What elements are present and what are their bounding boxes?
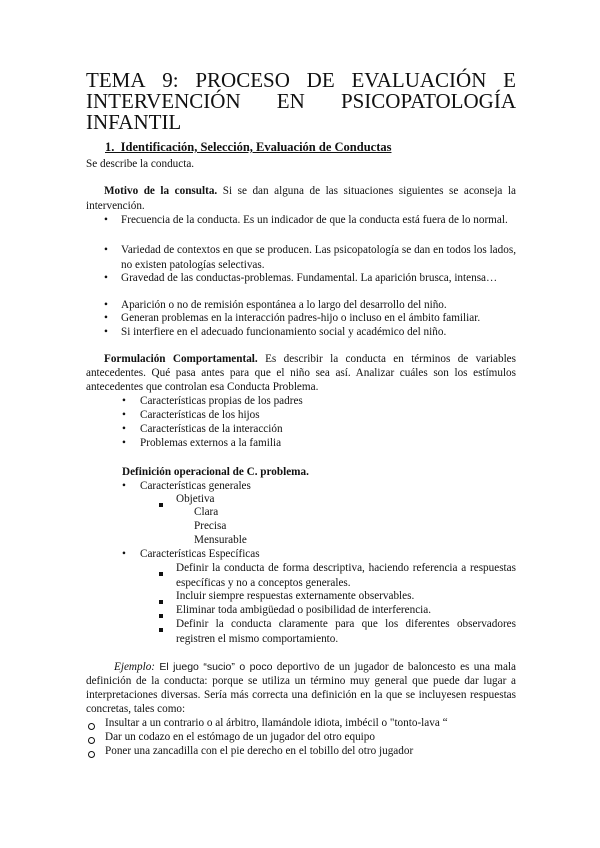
title-word: E [503,68,516,92]
bullet-icon: • [104,326,108,338]
ring-bullet-icon [88,748,95,763]
bullet-icon: • [104,244,108,256]
title-word: PSICOPATOLOGÍA [340,89,516,113]
ring-bullet-icon [88,720,95,735]
bullet-icon: • [122,423,126,435]
formulacion-paragraph [86,352,516,394]
square-bullet-icon [159,566,163,581]
list-item: Precisa [194,520,227,532]
motivo-text: Si se dan alguna de las situaciones siguientes se aconseja la intervención. [86,185,516,212]
list-item: Mensurable [194,534,247,546]
title-word: DE [306,68,335,92]
ejemplo-paragraph [86,660,516,716]
ring-bullet-icon [88,734,95,749]
bullet-icon: • [122,409,126,421]
bullet-icon: • [104,299,108,311]
list-item: Clara [194,506,219,518]
bullet-icon: • [122,395,126,407]
bullet-icon: • [122,548,126,560]
title-line-1 [86,70,516,91]
square-bullet-icon [159,594,163,609]
page-title [86,70,516,133]
title-word: PROCESO [195,68,290,92]
square-bullet-icon [159,622,163,637]
bullet-icon: • [104,312,108,324]
ejemplo-label: Ejemplo: [114,661,156,673]
title-word: INTERVENCIÓN [86,89,241,113]
bullet-icon: • [122,480,126,492]
title-word: EN [276,89,305,113]
motivo-lead: Motivo de la consulta. [104,185,218,197]
title-word: TEMA [86,68,146,92]
section-heading: 1. Identificación, Selección, Evaluación de Conductas [105,140,392,154]
title-line-3: INFANTIL [86,110,182,134]
title-line-2 [86,91,516,112]
bullet-icon: • [104,272,108,284]
ejemplo-text: deportivo de un jugador de baloncesto es una mala definición de la conducta: porque se utiliza un término muy general que puede dar lugar a interpretaciones diversas. Sería más correcta una definición en la que se incluyesen respuestas concretas, tales como: [86,661,517,715]
title-word: 9: [162,68,179,92]
title-word: EVALUACIÓN [351,68,487,92]
bullet-icon: • [104,214,108,226]
bullet-icon: • [122,437,126,449]
section-intro: Se describe la conducta. [86,158,195,170]
square-bullet-icon [159,497,163,512]
formulacion-text: Es describir la conducta en términos de variables antecedentes. Qué pasa antes para que el niño sea así. Analizar cuáles son los estímulos antecedentes que controlan esa Conducta Problema. [86,353,516,393]
motivo-paragraph [86,184,516,214]
formulacion-lead: Formulación Comportamental. [104,353,258,365]
definicion-heading: Definición operacional de C. problema. [122,466,309,478]
ejemplo-quote: El juego “sucio” o poco [159,661,273,673]
square-bullet-icon [159,608,163,623]
